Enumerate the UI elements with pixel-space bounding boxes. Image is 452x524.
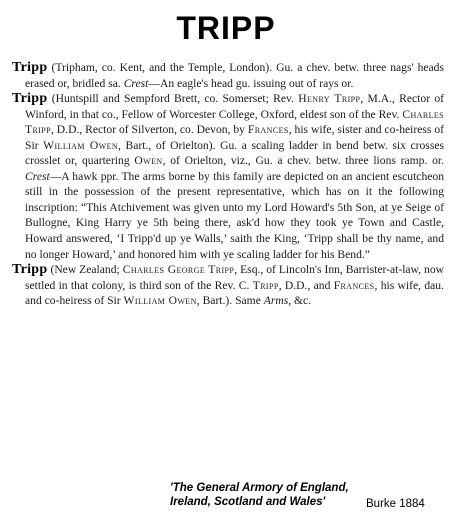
entry-surname: Tripp (12, 60, 48, 75)
person-name: Charles Tripp (25, 107, 444, 137)
entry-text: , Bart., of Orielton). Gu. a scaling ladder in bend betw. six crosses crosslet or, quartering (25, 138, 444, 168)
entry-text: , Esq., of Lincoln's Inn, Barrister-at-law, now settled in that colony, is third son of the Rev. C. (25, 263, 444, 292)
entry-text: , D.D., Rector of Silverton, co. Devon, by (50, 123, 245, 137)
entry-text: (Huntspill and Sempford Brett, co. Somerset; Rev. (51, 92, 294, 106)
entry-text: , of Orielton, viz., Gu. a chev. betw. three lions ramp. or. (162, 154, 444, 168)
person-name: William Owen (123, 294, 197, 308)
entry-tripp-kent (12, 60, 444, 91)
entry-text: —An eagle's head gu. issuing out of rays or. (148, 76, 354, 90)
entry-text: —A hawk ppr. The arms borne by this family are depicted on an ancient escutcheon still in the possession of the present representative, which has on it the following inscription: “This Atchivement was given unto my Lord Howard's 5th Son, at ye Seige of Bullogne, King Harry ye 5th being there, ask'd how they took ye Town and Castle, Howard answered, ‘I Tripp'd up ye Walls,’ saith the King, ‘Tripp shall be thy name, and no longer Howard,’ and honored him with ye scaling ladder for his Bend.” (25, 169, 444, 261)
source-credit: Burke 1884 (366, 498, 425, 510)
person-name: Tripp (252, 278, 279, 292)
person-name: Owen (134, 154, 163, 168)
entry-tripp-new-zealand (12, 262, 444, 309)
entry-surname: Tripp (12, 91, 48, 107)
person-name: Frances (247, 123, 289, 137)
person-name: Frances (333, 278, 375, 292)
person-name: Charles George Tripp (122, 263, 235, 277)
entry-surname: Tripp (12, 262, 48, 278)
page-title: TRIPP (176, 10, 276, 46)
entry-text: (New Zealand; (50, 263, 120, 277)
entry-text: , &c. (288, 294, 312, 308)
person-name: William Owen (43, 138, 119, 152)
source-caption (170, 481, 349, 509)
arms-label: Arms (263, 294, 289, 308)
entry-text: , D.D., and (278, 278, 331, 292)
entry-text: , his wife, sister and co-heiress of Sir (25, 123, 445, 152)
caption-line: 'The General Armory of England, (170, 482, 349, 494)
entry-text: , his wife, dau. and co-heiress of Sir (25, 278, 444, 308)
entry-text: , Bart.). Same (196, 294, 261, 308)
entry-text: , M.A., Rector of Winford, in that co., Fellow of Worcester College, Oxford, eldest son of the Rev. (25, 92, 444, 121)
armory-entries (12, 60, 444, 309)
crest-label: Crest (25, 169, 50, 183)
entry-tripp-somerset (12, 91, 444, 262)
person-name: Henry Tripp (298, 92, 361, 106)
entry-text: (Tripham, co. Kent, and the Temple, London). Gu. a chev. betw. three nags' heads erased or, bridled sa. (25, 61, 444, 90)
caption-line: Ireland, Scotland and Wales' (170, 496, 326, 508)
crest-label: Crest (123, 76, 149, 90)
